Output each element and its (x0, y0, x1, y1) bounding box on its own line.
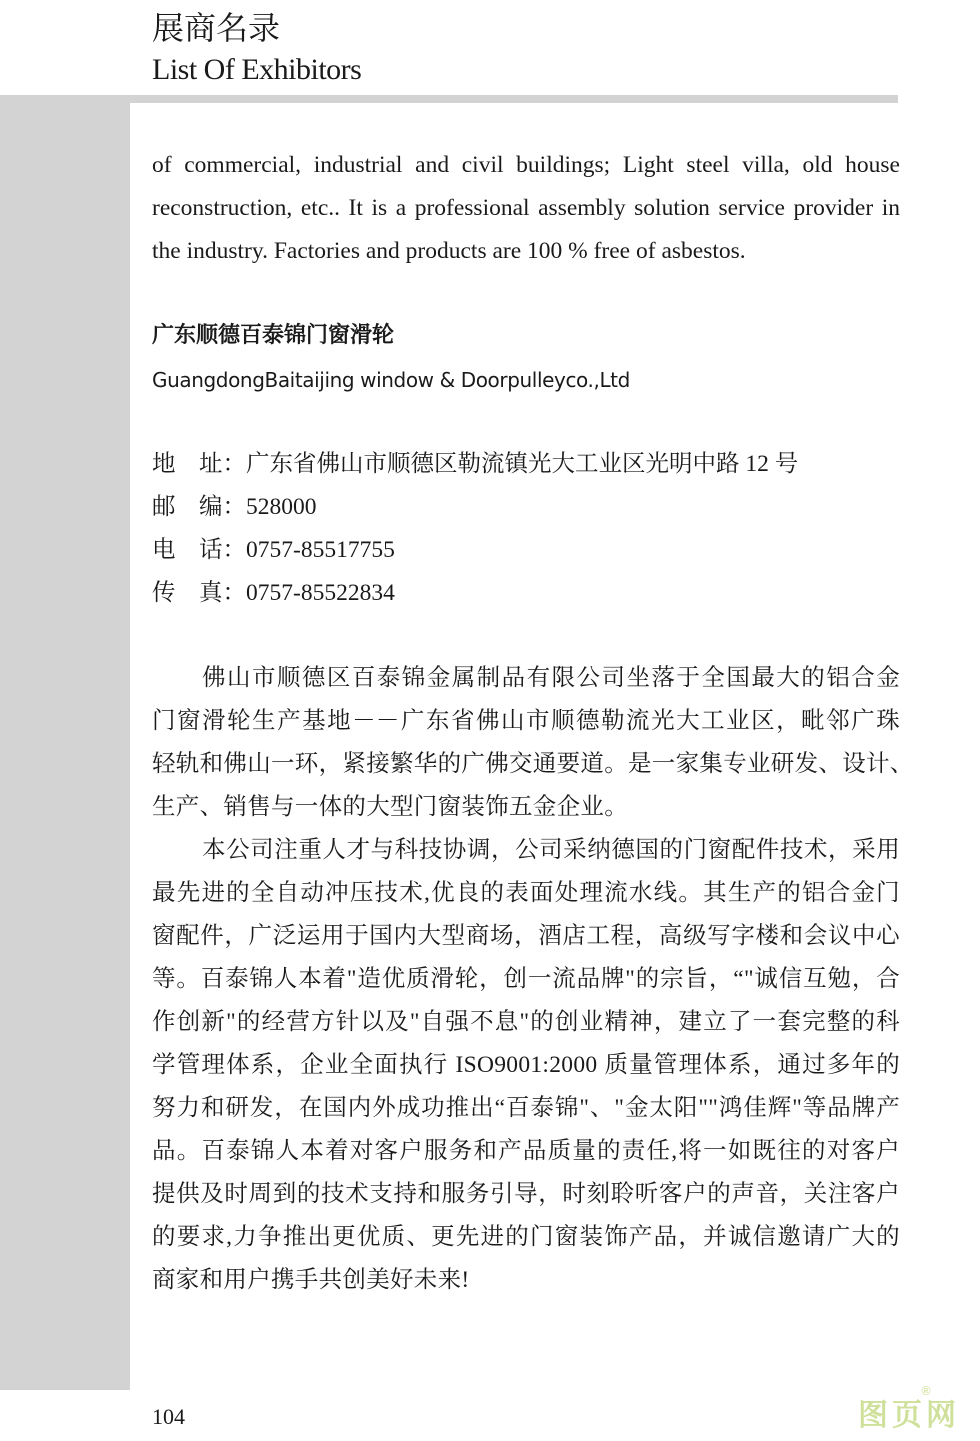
text-line: 门窗滑轮生产基地－－广东省佛山市顺德勒流光大工业区，毗邻广珠 (152, 708, 900, 734)
text-line: the industry. Factories and products are 100 % free of asbestos. (152, 238, 746, 264)
exhibitor-name-cn: 广东顺德百泰锦门窗滑轮 (152, 323, 395, 348)
registered-mark: ® (920, 1384, 936, 1398)
text-line: 佛山市顺德区百泰锦金属制品有限公司坐落于全国最大的铝合金 (202, 665, 900, 691)
exhibitor-name-en: GuangdongBaitaijing window & Doorpulleyco.,Ltd (152, 368, 630, 392)
text-line: 品。百泰锦人本着对客户服务和产品质量的责任,将一如既往的对客户 (152, 1138, 900, 1164)
watermark-text: 图页网 (858, 1398, 960, 1433)
text-line: 学管理体系，企业全面执行 ISO9001:2000 质量管理体系，通过多年的 (152, 1052, 900, 1078)
company-description (152, 657, 914, 1302)
text-line: 努力和研发，在国内外成功推出“百泰锦"、"金太阳""鸿佳辉"等品牌产 (152, 1095, 900, 1121)
left-margin-band (0, 95, 130, 1390)
text-line: 窗配件，广泛运用于国内大型商场，酒店工程，高级写字楼和会议中心 (152, 923, 900, 949)
phone-row (152, 529, 798, 572)
phone-label: 电 话： (152, 537, 246, 563)
section-title-cn: 展商名录 (152, 10, 281, 46)
page-number: 104 (152, 1404, 185, 1429)
address-label: 地 址： (152, 451, 246, 477)
text-line: 的要求,力争推出更优质、更先进的门窗装饰产品，并诚信邀请广大的 (152, 1224, 900, 1250)
text-line: of commercial, industrial and civil buildings; Light steel villa, old house (152, 152, 900, 178)
text-line: 作创新"的经营方针以及"自强不息"的创业精神，建立了一套完整的科 (152, 1009, 900, 1035)
text-line: reconstruction, etc.. It is a professional assembly solution service provider in (152, 195, 900, 221)
text-line: 轻轨和佛山一环，紧接繁华的广佛交通要道。是一家集专业研发、设计、 (152, 751, 914, 777)
postcode-value: 528000 (246, 494, 317, 520)
fax-row (152, 572, 798, 615)
fax-value: 0757-85522834 (246, 580, 395, 606)
text-line: 商家和用户携手共创美好未来! (152, 1267, 470, 1293)
continuation-paragraph (152, 144, 900, 273)
contact-info (152, 443, 798, 615)
text-line: 最先进的全自动冲压技术,优良的表面处理流水线。其生产的铝合金门 (152, 880, 900, 906)
watermark-logo (858, 1384, 960, 1434)
postcode-row (152, 486, 798, 529)
text-line: 提供及时周到的技术支持和服务引导，时刻聆听客户的声音，关注客户 (152, 1181, 900, 1207)
text-line: 等。百泰锦人本着"造优质滑轮，创一流品牌"的宗旨，“"诚信互勉，合 (152, 966, 900, 992)
header-divider-bar (0, 95, 898, 103)
postcode-label: 邮 编： (152, 494, 246, 520)
section-title-en: List Of Exhibitors (152, 53, 362, 86)
phone-value: 0757-85517755 (246, 537, 395, 563)
text-line: 本公司注重人才与科技协调，公司采纳德国的门窗配件技术，采用 (202, 837, 900, 863)
address-row (152, 443, 798, 486)
address-value: 广东省佛山市顺德区勒流镇光大工业区光明中路 12 号 (246, 451, 799, 477)
fax-label: 传 真： (152, 580, 246, 606)
text-line: 生产、销售与一体的大型门窗装饰五金企业。 (152, 794, 628, 820)
